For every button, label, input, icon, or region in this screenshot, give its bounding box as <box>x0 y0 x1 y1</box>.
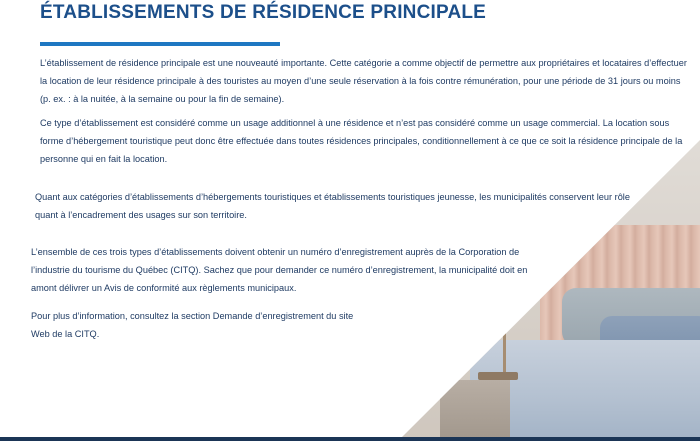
paragraph-municipal-role: Quant aux catégories d’établissements d’hébergements touristiques et établissements touristiques jeunesse, les municipalités conservent leur rôle quant à l’encadrement des usages sur son territoire. <box>35 192 630 220</box>
paragraph-definition: L’établissement de résidence principale est une nouveauté importante. Cette catégorie a comme objectif de permettre aux propriétaires et locataires d’effectuer la location de leur résidence principale à des touristes au moyen d’une seule réservation à la fois contre rémunération, pour une période de 31 jours ou moins (p. ex. : à la nuitée, à la semaine ou pour la fin de semaine). <box>40 58 687 104</box>
photo-lamp-base <box>478 372 518 380</box>
paragraph-more-info: Pour plus d’information, consultez la section Demande d’enregistrement du site Web de la CITQ. <box>31 311 354 339</box>
photo-side-table <box>440 380 510 441</box>
paragraph-registration: L’ensemble de ces trois types d’établissements doivent obtenir un numéro d’enregistrement auprès de la Corporation de l’industrie du tourisme du Québec (CITQ). Sachez que pour demander ce numéro d’enregistrement, la municipalité doit en amont délivrer un Avis de conformité aux règlements municipaux. <box>31 247 528 293</box>
paragraph-usage: Ce type d’établissement est considéré comme un usage additionnel à une résidence et n’est pas considéré comme un usage commercial. La location sous forme d’hébergement touristique peut donc être effectuée dans toutes résidences principales, conditionnellement à ce que ce soit la résidence principale de la personne qui en fait la location. <box>40 118 683 164</box>
page-title: ÉTABLISSEMENTS DE RÉSIDENCE PRINCIPALE <box>40 2 487 23</box>
footer-bar <box>0 437 700 441</box>
title-underline <box>40 42 280 46</box>
